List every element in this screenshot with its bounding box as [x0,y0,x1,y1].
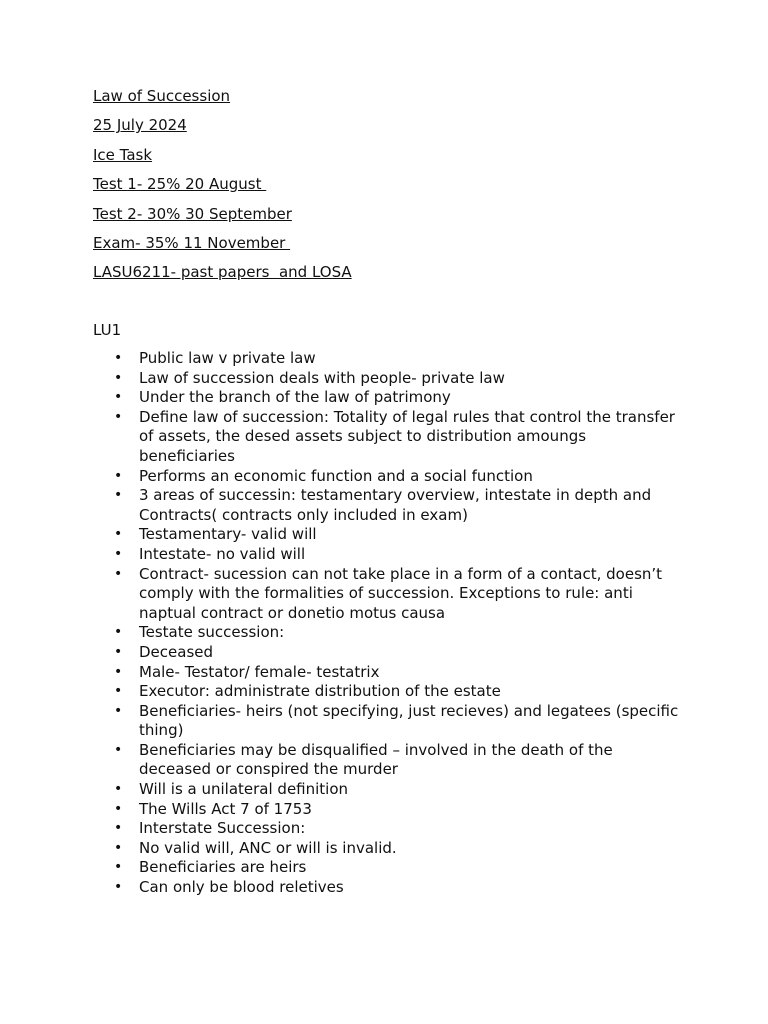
date-line: 25 July 2024 [93,116,187,135]
list-item [93,525,683,545]
list-item-text: No valid will, ANC or will is invalid. [139,838,397,857]
list-item-text: 3 areas of successin: testamentary overview, intestate in depth and Contracts( contracts only included in exam) [139,486,652,524]
bullet-dot-icon: • [114,467,123,484]
bullet-dot-icon: • [114,526,123,543]
list-item [93,643,683,663]
list-item [93,349,683,369]
bullet-dot-icon: • [114,800,123,817]
bullet-dot-icon: • [114,820,123,837]
bullet-dot-icon: • [114,565,123,582]
bullet-dot-icon: • [114,624,123,641]
list-item-text: Deceased [139,642,214,661]
test-1-line: Test 1- 25% 20 August [93,175,267,194]
list-item [93,878,683,898]
bullet-dot-icon: • [114,859,123,876]
list-item-text: Can only be blood reletives [139,878,344,897]
list-item [93,800,683,820]
list-item [93,467,683,487]
list-item-text: Law of succession deals with people- private law [139,368,505,387]
bullet-dot-icon: • [114,369,123,386]
list-item [93,780,683,800]
list-item-text: Executor: administrate distribution of the estate [139,682,501,701]
list-item-text: Male- Testator/ female- testatrix [139,662,380,681]
bullet-dot-icon: • [114,683,123,700]
list-item [93,545,683,565]
list-item [93,486,683,525]
section-title: LU1 [93,321,122,339]
list-item-text: Beneficiaries may be disqualified – involved in the death of the deceased or conspired the murder [139,740,613,779]
list-item-text: Will is a unilateral definition [139,780,349,799]
bullet-dot-icon: • [114,389,123,406]
list-item [93,663,683,683]
list-item [93,858,683,878]
bullet-list [93,349,683,898]
list-item-text: Testamentary- valid will [139,525,317,544]
list-item-text: Beneficiaries- heirs (not specifying, just recieves) and legatees (specific thing) [139,701,679,740]
list-item-text: Under the branch of the law of patrimony [139,388,451,407]
bullet-dot-icon: • [114,663,123,680]
bullet-dot-icon: • [114,408,123,425]
list-item [93,819,683,839]
list-item [93,682,683,702]
list-item-text: Testate succession: [139,623,285,642]
list-item [93,408,683,467]
list-item-text: Beneficiaries are heirs [139,858,307,877]
list-item [93,702,683,741]
bullet-dot-icon: • [114,545,123,562]
bullet-dot-icon: • [114,702,123,719]
bullet-dot-icon: • [114,741,123,758]
list-item-text: The Wills Act 7 of 1753 [139,799,312,818]
list-item [93,388,683,408]
list-item [93,741,683,780]
bullet-dot-icon: • [114,487,123,504]
bullet-dot-icon: • [114,839,123,856]
list-item-text: Interstate Succession: [139,819,306,838]
past-papers-line: LASU6211- past papers and LOSA [93,263,352,282]
bullet-dot-icon: • [114,879,123,896]
bullet-dot-icon: • [114,781,123,798]
list-item-text: Intestate- no valid will [139,544,306,563]
header-block [93,86,693,292]
course-title: Law of Succession [93,87,231,105]
ice-task-line: Ice Task [93,145,153,164]
list-item-text: Public law v private law [139,349,316,367]
list-item [93,565,683,624]
list-item [93,839,683,859]
list-item-text: Contract- sucession can not take place in a form of a contact, doesn’t comply with the formalities of succession. Exceptions to rule: anti naptual contract or donetio motus causa [139,564,663,622]
list-item-text: Define law of succession: Totality of legal rules that control the transfer of assets, the desed assets subject to distribution amoungs beneficiaries [139,407,675,465]
exam-line: Exam- 35% 11 November [93,233,291,252]
list-item-text: Performs an economic function and a social function [139,466,533,485]
list-item [93,369,683,389]
bullet-dot-icon: • [114,350,123,366]
bullet-dot-icon: • [114,643,123,660]
list-item [93,623,683,643]
test-2-line: Test 2- 30% 30 September [93,204,292,223]
